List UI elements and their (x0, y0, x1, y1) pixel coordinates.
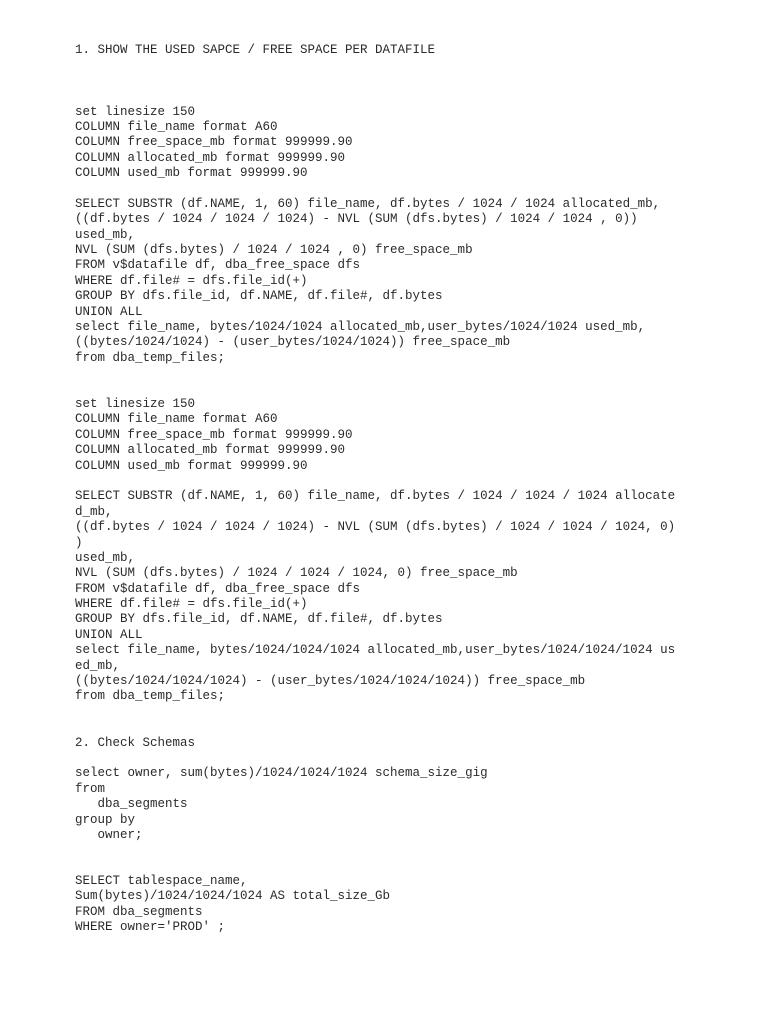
text-line: ((df.bytes / 1024 / 1024 / 1024) - NVL (SUM (dfs.bytes) / 1024 / 1024 , 0)) (75, 212, 638, 227)
blank-line (75, 751, 735, 766)
text-line: SELECT tablespace_name, (75, 874, 248, 889)
text-line: from (75, 781, 106, 796)
document-body (75, 43, 735, 936)
blank-line (75, 859, 735, 874)
text-line: SELECT SUBSTR (df.NAME, 1, 60) file_name, df.bytes / 1024 / 1024 / 1024 allocate (75, 489, 676, 504)
text-line: SELECT SUBSTR (df.NAME, 1, 60) file_name, df.bytes / 1024 / 1024 allocated_mb, (75, 196, 661, 211)
blank-line (75, 474, 735, 489)
text-line: UNION ALL (75, 627, 143, 642)
text-line: select file_name, bytes/1024/1024 allocated_mb,user_bytes/1024/1024 used_mb, (75, 320, 646, 335)
text-line: COLUMN allocated_mb format 999999.90 (75, 443, 346, 458)
text-line: COLUMN file_name format A60 (75, 119, 278, 134)
text-line: WHERE df.file# = dfs.file_id(+) (75, 273, 308, 288)
text-line: ed_mb, (75, 658, 121, 673)
text-line: ) (75, 535, 83, 550)
text-line: UNION ALL (75, 304, 143, 319)
text-line: FROM v$datafile df, dba_free_space dfs (75, 258, 361, 273)
text-line: COLUMN allocated_mb format 999999.90 (75, 150, 346, 165)
text-line: FROM dba_segments (75, 904, 203, 919)
text-line: COLUMN used_mb format 999999.90 (75, 166, 308, 181)
text-line: used_mb, (75, 227, 136, 242)
text-line: select file_name, bytes/1024/1024/1024 allocated_mb,user_bytes/1024/1024/1024 us (75, 643, 676, 658)
text-line: WHERE df.file# = dfs.file_id(+) (75, 597, 308, 612)
blank-line (75, 182, 735, 197)
text-line: ((bytes/1024/1024) - (user_bytes/1024/1024)) free_space_mb (75, 335, 511, 350)
text-line: FROM v$datafile df, dba_free_space dfs (75, 581, 361, 596)
text-line: from dba_temp_files; (75, 689, 226, 704)
text-line: GROUP BY dfs.file_id, df.NAME, df.file#, df.bytes (75, 612, 443, 627)
text-line: set linesize 150 (75, 396, 196, 411)
text-line: d_mb, (75, 504, 113, 519)
text-line: NVL (SUM (dfs.bytes) / 1024 / 1024 / 1024, 0) free_space_mb (75, 566, 518, 581)
blank-line (75, 89, 735, 104)
blank-line (75, 74, 735, 89)
text-line: COLUMN free_space_mb format 999999.90 (75, 427, 353, 442)
text-line: dba_segments (75, 797, 188, 812)
blank-line (75, 843, 735, 858)
text-line: COLUMN free_space_mb format 999999.90 (75, 135, 353, 150)
text-line: ((bytes/1024/1024/1024) - (user_bytes/1024/1024/1024)) free_space_mb (75, 674, 586, 689)
text-line: select owner, sum(bytes)/1024/1024/1024 schema_size_gig (75, 766, 488, 781)
text-line: group by (75, 812, 136, 827)
text-line: GROUP BY dfs.file_id, df.NAME, df.file#, df.bytes (75, 289, 443, 304)
blank-line (75, 58, 735, 73)
text-line: WHERE owner='PROD' ; (75, 920, 226, 935)
text-line: COLUMN used_mb format 999999.90 (75, 458, 308, 473)
blank-line (75, 720, 735, 735)
text-line: owner; (75, 827, 143, 842)
blank-line (75, 705, 735, 720)
text-line: Sum(bytes)/1024/1024/1024 AS total_size_Gb (75, 889, 391, 904)
blank-line (75, 382, 735, 397)
text-line: set linesize 150 (75, 104, 196, 119)
blank-line (75, 366, 735, 381)
text-line: used_mb, (75, 550, 136, 565)
text-line: COLUMN file_name format A60 (75, 412, 278, 427)
text-line: 1. SHOW THE USED SAPCE / FREE SPACE PER DATAFILE (75, 43, 436, 57)
text-line: 2. Check Schemas (75, 735, 196, 750)
text-line: from dba_temp_files; (75, 350, 226, 365)
text-line: ((df.bytes / 1024 / 1024 / 1024) - NVL (SUM (dfs.bytes) / 1024 / 1024 / 1024, 0) (75, 520, 676, 535)
text-line: NVL (SUM (dfs.bytes) / 1024 / 1024 , 0) free_space_mb (75, 243, 473, 258)
